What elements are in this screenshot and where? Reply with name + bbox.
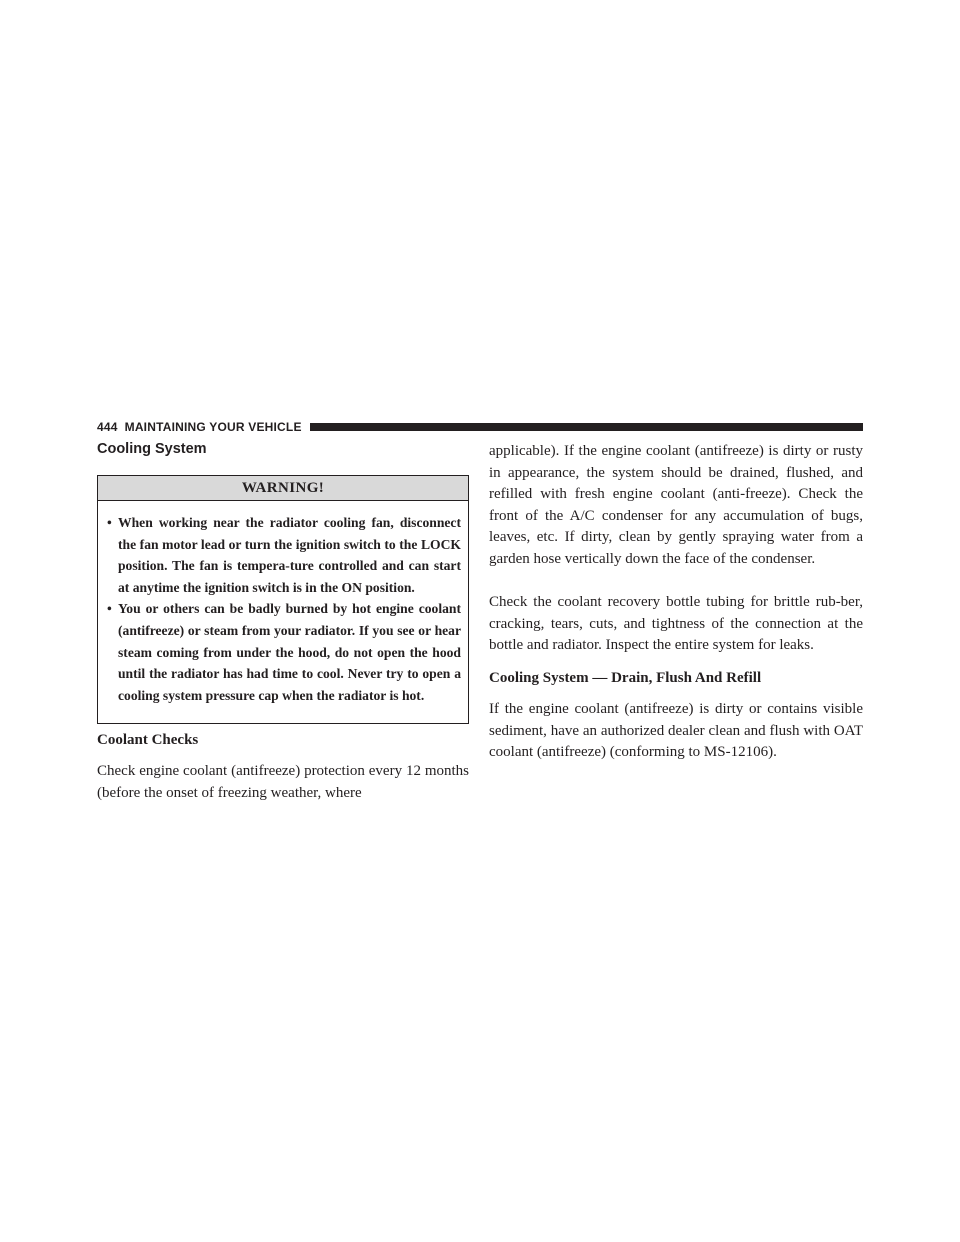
warning-list xyxy=(98,501,468,706)
drain-flush-paragraph: If the engine coolant (antifreeze) is dirty or contains visible sediment, have an authorized dealer clean and flush with OAT coolant (antifreeze) (conforming to MS-12106). xyxy=(489,701,863,761)
page-header xyxy=(97,418,863,436)
section-title: Cooling System xyxy=(97,441,207,457)
running-header-title: MAINTAINING YOUR VEHICLE xyxy=(124,420,302,434)
coolant-checks-paragraph-continued: applicable). If the engine coolant (antifreeze) is dirty or rusty in appearance, the system should be drained, flushed, and refilled with fresh engine coolant (anti-freeze). Check the front of the A/C condenser for any accumulation of bugs, leaves, etc. If dirty, clean by gently spraying water from a garden hose vertically down the face of the condenser. xyxy=(489,443,863,567)
coolant-checks-paragraph-start: Check engine coolant (antifreeze) protection every 12 months (before the onset of freezing weather, where xyxy=(97,763,469,801)
warning-box xyxy=(97,475,469,724)
bullet-icon: • xyxy=(107,601,112,617)
drain-flush-heading: Cooling System — Drain, Flush And Refill xyxy=(489,670,762,686)
warning-item-text: When working near the radiator cooling fan, disconnect the fan motor lead or turn the ignition switch to the LOCK position. The fan is tempera-ture controlled and can start at anytime the ignition switch is in the ON position. xyxy=(118,515,461,595)
coolant-checks-heading: Coolant Checks xyxy=(97,732,199,748)
bullet-icon: • xyxy=(107,515,112,530)
warning-item-text: You or others can be badly burned by hot engine coolant (antifreeze) or steam from your radiator. If you see or hear steam coming from under the hood, do not open the hood until the radiator has had time to cool. Never try to open a cooling system pressure cap when the radiator is hot. xyxy=(118,601,461,703)
page-number: 444 xyxy=(97,420,118,434)
warning-item xyxy=(107,512,461,598)
warning-item xyxy=(107,598,461,706)
header-rule xyxy=(310,423,863,431)
warning-title: WARNING! xyxy=(98,476,468,501)
coolant-bottle-paragraph: Check the coolant recovery bottle tubing for brittle rub-ber, cracking, tears, cuts, and tightness of the connection at the bottle and radiator. Inspect the entire system for leaks. xyxy=(489,594,863,654)
